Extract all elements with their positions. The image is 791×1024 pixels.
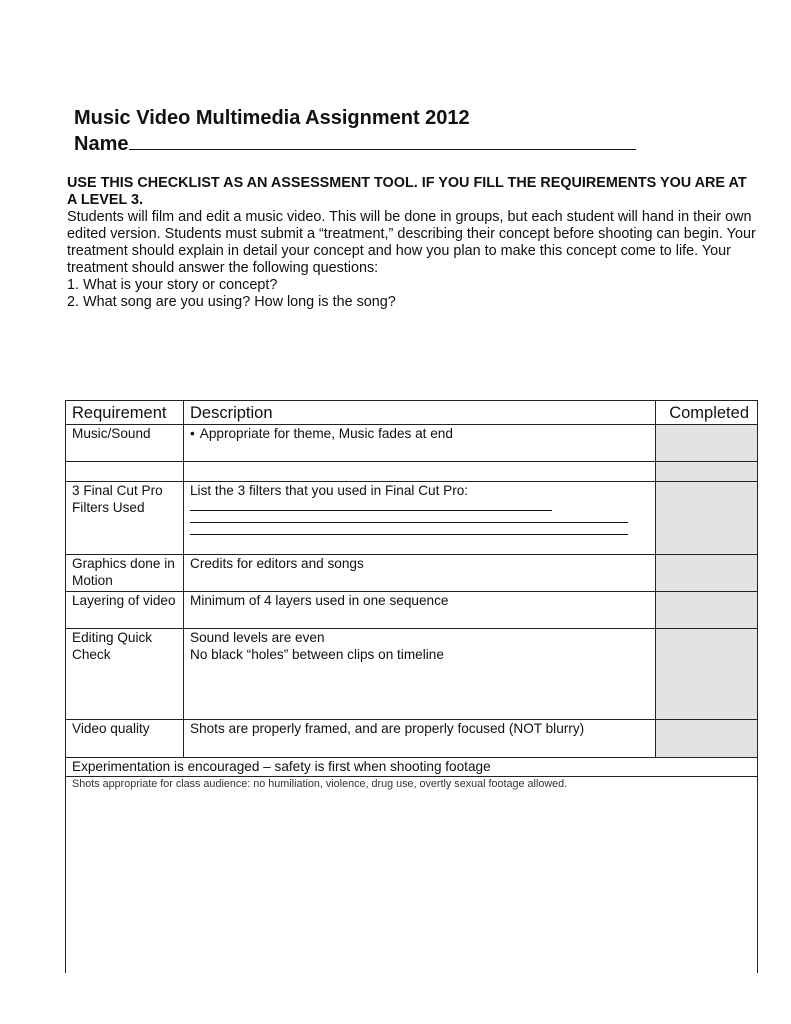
instructions — [67, 175, 757, 311]
table-row — [66, 629, 758, 720]
assessment-checklist-table — [65, 400, 758, 973]
description-text: Appropriate for theme, Music fades at end — [199, 426, 453, 441]
description-cell — [184, 425, 656, 462]
completed-checkbox-cell[interactable] — [656, 592, 758, 629]
name-label: Name — [74, 133, 129, 155]
name-blank-line[interactable] — [129, 131, 636, 150]
bullet-icon: • — [190, 426, 195, 441]
completed-checkbox-cell[interactable] — [656, 462, 758, 482]
completed-checkbox-cell[interactable] — [656, 629, 758, 720]
filter-answer-line[interactable] — [190, 499, 552, 511]
description-cell — [184, 462, 656, 482]
instructions-lead: USE THIS CHECKLIST AS AN ASSESSMENT TOOL. IF YOU FILL THE REQUIREMENTS YOU ARE AT A LEVEL 3. — [67, 175, 747, 208]
header-completed: Completed — [656, 401, 758, 425]
table-row-blank — [66, 462, 758, 482]
table-row — [66, 592, 758, 629]
name-field[interactable] — [74, 131, 636, 157]
footer-small-note: Shots appropriate for class audience: no humiliation, violence, drug use, overtly sexual footage allowed. — [66, 777, 758, 973]
footer-note-row — [66, 758, 758, 777]
footer-small-row — [66, 777, 758, 973]
completed-checkbox-cell[interactable] — [656, 555, 758, 592]
filter-answer-line[interactable] — [190, 511, 628, 523]
completed-checkbox-cell[interactable] — [656, 720, 758, 758]
description-cell: Credits for editors and songs — [184, 555, 656, 592]
description-text: No black “holes” between clips on timeline — [190, 647, 444, 662]
table-row — [66, 720, 758, 758]
instructions-body: Students will film and edit a music video. This will be done in groups, but each student will hand in their own edited version. Students must submit a “treatment,” describing their concept before shooting can begin. Your treatment should explain in detail your concept and how you plan to make this concept come to life. Your treatment should answer the following questions: — [67, 209, 756, 276]
requirement-cell: 3 Final Cut Pro Filters Used — [66, 482, 184, 555]
requirement-cell: Graphics done in Motion — [66, 555, 184, 592]
description-text: List the 3 filters that you used in Final Cut Pro: — [190, 483, 469, 498]
table-row — [66, 425, 758, 462]
requirement-cell: Editing Quick Check — [66, 629, 184, 720]
requirement-cell: Video quality — [66, 720, 184, 758]
table-header-row — [66, 401, 758, 425]
page-title: Music Video Multimedia Assignment 2012 — [74, 107, 470, 129]
description-cell — [184, 629, 656, 720]
header-requirement: Requirement — [66, 401, 184, 425]
description-cell: Shots are properly framed, and are properly focused (NOT blurry) — [184, 720, 656, 758]
requirement-cell — [66, 462, 184, 482]
question-item: 2. What song are you using? How long is the song? — [67, 294, 396, 310]
description-cell: Minimum of 4 layers used in one sequence — [184, 592, 656, 629]
question-item: 1. What is your story or concept? — [67, 277, 278, 293]
footer-note: Experimentation is encouraged – safety is first when shooting footage — [66, 758, 758, 777]
description-text: Sound levels are even — [190, 630, 325, 645]
description-cell — [184, 482, 656, 555]
completed-checkbox-cell[interactable] — [656, 482, 758, 555]
table-row — [66, 555, 758, 592]
filter-answer-line[interactable] — [190, 523, 628, 535]
table-row — [66, 482, 758, 555]
completed-checkbox-cell[interactable] — [656, 425, 758, 462]
requirement-cell: Music/Sound — [66, 425, 184, 462]
header-description: Description — [184, 401, 656, 425]
requirement-cell: Layering of video — [66, 592, 184, 629]
